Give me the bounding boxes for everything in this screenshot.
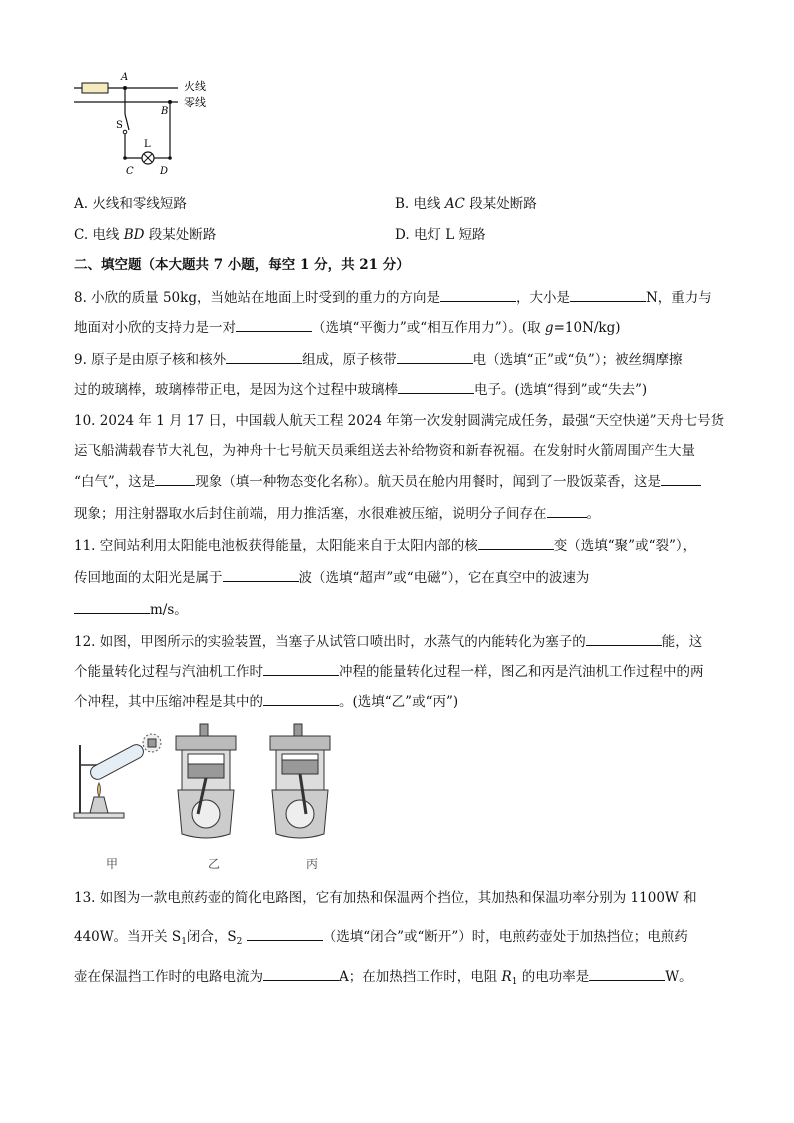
- answer-blank[interactable]: [398, 379, 474, 394]
- option-text: 电灯 L 短路: [413, 227, 486, 243]
- answer-blank[interactable]: [263, 691, 339, 706]
- fuse: [82, 83, 108, 93]
- label-c: C: [126, 166, 134, 177]
- q11-line-1: 11. 空间站利用太阳能电池板获得能量，太阳能来自于太阳内部的核 变（选填“聚”或“裂”），: [74, 535, 696, 556]
- label-b: B: [161, 106, 169, 117]
- option-a[interactable]: [74, 192, 187, 212]
- q12-line-3: 个冲程，其中压缩冲程是其中的 。(选填“乙”或“丙”): [74, 691, 458, 712]
- q10-line-2: 运飞船满载春节大礼包，为神舟十七号航天员乘组送去补给物资和新春祝福。在发射时火箭周围产生大量: [74, 443, 695, 459]
- q9-line-1: 9. 原子是由原子核和核外 组成，原子核带 电（选填“正”或“负”）；被丝绸摩擦: [74, 349, 683, 370]
- option-italic: AC: [444, 196, 465, 212]
- option-c[interactable]: [74, 223, 216, 243]
- option-text: 火线和零线短路: [92, 196, 187, 212]
- option-letter: C.: [74, 227, 89, 243]
- circuit-diagram: [70, 70, 230, 180]
- label-l: L: [144, 139, 151, 150]
- answer-blank[interactable]: [397, 349, 473, 364]
- q10-line-1: 10. 2024 年 1 月 17 日，中国载人航天工程 2024 年第一次发射圆满完成任务，最强“天空快递”天舟七号货: [74, 413, 725, 429]
- answer-blank[interactable]: [570, 287, 646, 302]
- answer-blank[interactable]: [226, 349, 302, 364]
- live-wire-label: 火线: [184, 80, 206, 93]
- experiment-figure-jia: [68, 725, 168, 825]
- q13-line-3: 壶在保温挡工作时的电路电流为 A；在加热挡工作时，电阻 $R_1$ 的电功率是 W。: [74, 966, 693, 992]
- answer-blank[interactable]: [661, 471, 701, 486]
- answer-blank[interactable]: [589, 966, 665, 981]
- option-letter: B.: [395, 196, 410, 212]
- answer-blank[interactable]: [263, 966, 339, 981]
- q11-line-2: 传回地面的太阳光是属于 波（选填“超声”或“电磁”），它在真空中的波速为: [74, 567, 589, 588]
- answer-blank[interactable]: [263, 661, 339, 676]
- q13-line-2: 440W。当开关 $S_1$闭合，$S_2$ （选填“闭合”或“断开”）时，电煎药壶处于加热挡位；电煎药: [74, 926, 688, 952]
- caption-yi: 乙: [208, 857, 221, 871]
- option-text-post: 段某处断路: [464, 196, 537, 212]
- answer-blank[interactable]: [478, 535, 554, 550]
- answer-blank[interactable]: [74, 599, 150, 614]
- q12-line-2: 个能量转化过程与汽油机工作时 冲程的能量转化过程一样，图乙和丙是汽油机工作过程中的两: [74, 661, 704, 682]
- q13-line-1: 13. 如图为一款电煎药壶的简化电路图，它有加热和保温两个挡位，其加热和保温功率分别为 1100W 和: [74, 890, 697, 906]
- option-text: 电线: [413, 196, 445, 212]
- q10-line-4: 现象；用注射器取水后封住前端，用力推活塞，水很难被压缩，说明分子间存在 。: [74, 503, 600, 524]
- option-d[interactable]: [395, 223, 486, 243]
- engine-figure-bing: [262, 722, 338, 842]
- section-title: 二、填空题（本大题共 7 小题，每空 1 分，共 21 分）: [74, 257, 410, 273]
- answer-blank[interactable]: [247, 926, 323, 941]
- engine-figure-yi: [168, 722, 244, 842]
- q11-line-3: m/s。: [74, 599, 188, 620]
- q9-line-2: 过的玻璃棒，玻璃棒带正电，是因为这个过程中玻璃棒 电子。(选填“得到”或“失去”): [74, 379, 647, 400]
- answer-blank[interactable]: [223, 567, 299, 582]
- caption-bing: 丙: [306, 857, 319, 871]
- answer-blank[interactable]: [440, 287, 516, 302]
- neutral-wire-label: 零线: [184, 96, 206, 109]
- answer-blank[interactable]: [547, 503, 587, 518]
- q8-line-2: 地面对小欣的支持力是一对 （选填“平衡力”或“相互作用力”）。(取 g=10N/kg): [74, 317, 621, 338]
- label-a: A: [121, 72, 129, 83]
- answer-blank[interactable]: [586, 631, 662, 646]
- q10-line-3: “白气”，这是 现象（填一种物态变化名称）。航天员在舱内用餐时，闻到了一股饭菜香，这是: [74, 471, 701, 492]
- answer-blank[interactable]: [236, 317, 312, 332]
- q12-line-1: 12. 如图，甲图所示的实验装置，当塞子从试管口喷出时，水蒸气的内能转化为塞子的 能，这: [74, 631, 702, 652]
- option-text-post: 段某处断路: [144, 227, 217, 243]
- option-b[interactable]: [395, 192, 537, 212]
- label-s: S: [116, 120, 123, 131]
- caption-jia: 甲: [106, 857, 119, 871]
- option-italic: BD: [123, 227, 145, 243]
- option-text: 电线: [92, 227, 124, 243]
- option-letter: A.: [74, 196, 89, 212]
- q8-line-1: 8. 小欣的质量 50kg，当她站在地面上时受到的重力的方向是 ，大小是 N，重力与: [74, 287, 712, 308]
- answer-blank[interactable]: [155, 471, 195, 486]
- option-letter: D.: [395, 227, 410, 243]
- label-d: D: [160, 166, 169, 177]
